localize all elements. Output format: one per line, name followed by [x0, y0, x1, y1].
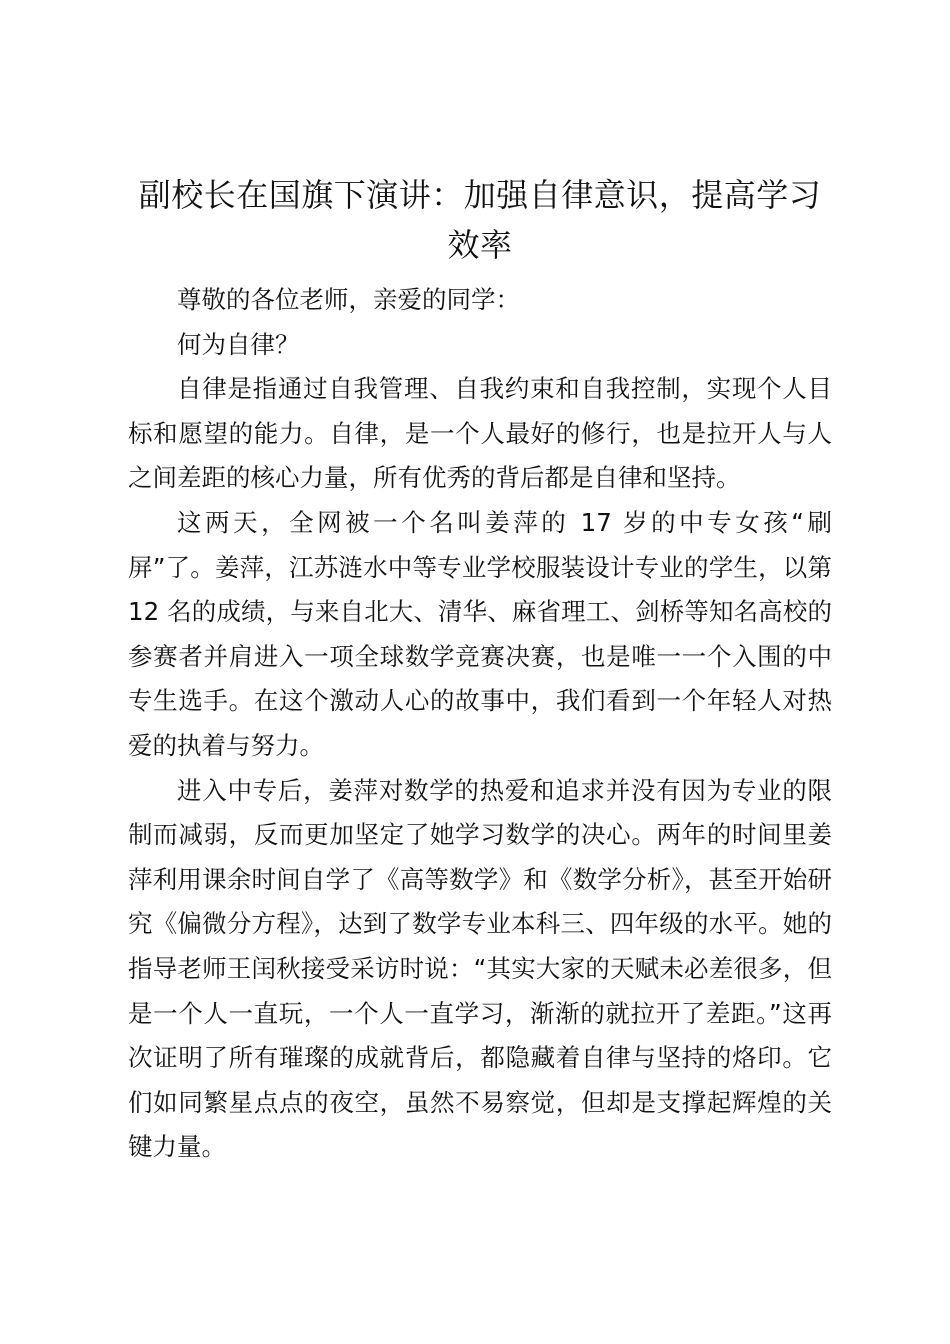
document-title: 副校长在国旗下演讲：加强自律意识，提高学习效率 — [138, 176, 822, 264]
document-page — [128, 170, 832, 1170]
paragraph-definition: 自律是指通过自我管理、自我约束和自我控制，实现个人目标和愿望的能力。自律，是一个人最好的修行，也是拉开人与人之间差距的核心力量，所有优秀的背后都是自律和坚持。 — [128, 374, 832, 493]
paragraph-study: 进入中专后，姜萍对数学的热爱和追求并没有因为专业的限制而减弱，反而更加坚定了她学习数学的决心。两年的时间里姜萍利用课余时间自学了《高等数学》和《数学分析》，甚至开始研究《偏微分方程》，达到了数学专业本科三、四年级的水平。她的指导老师王闰秋接受采访时说：“其实大家的天赋未必差很多，但是一个人一直玩，一个人一直学习，渐渐的就拉开了差距。”这再次证明了所有璀璨的成就背后，都隐藏着自律与坚持的烙印。它们如同繁星点点的夜空，虽然不易察觉，但却是支撑起辉煌的关键力量。 — [128, 775, 832, 1162]
paragraph-question: 何为自律？ — [177, 329, 300, 359]
document-body — [128, 278, 832, 1170]
paragraph-salutation: 尊敬的各位老师，亲爱的同学： — [177, 285, 520, 314]
paragraph-story: 这两天，全网被一个名叫姜萍的 17 岁的中专女孩“刷屏”了。姜萍，江苏涟水中等专业学校服装设计专业的学生，以第 12 名的成绩，与来自北大、清华、麻省理工、剑桥等知名高校的参赛者并肩进入一项全球数学竞赛决赛，也是唯一一个入围的中专生选手。在这个激动人心的故事中，我们看到一个年轻人对热爱的执着与努力。 — [128, 507, 832, 760]
